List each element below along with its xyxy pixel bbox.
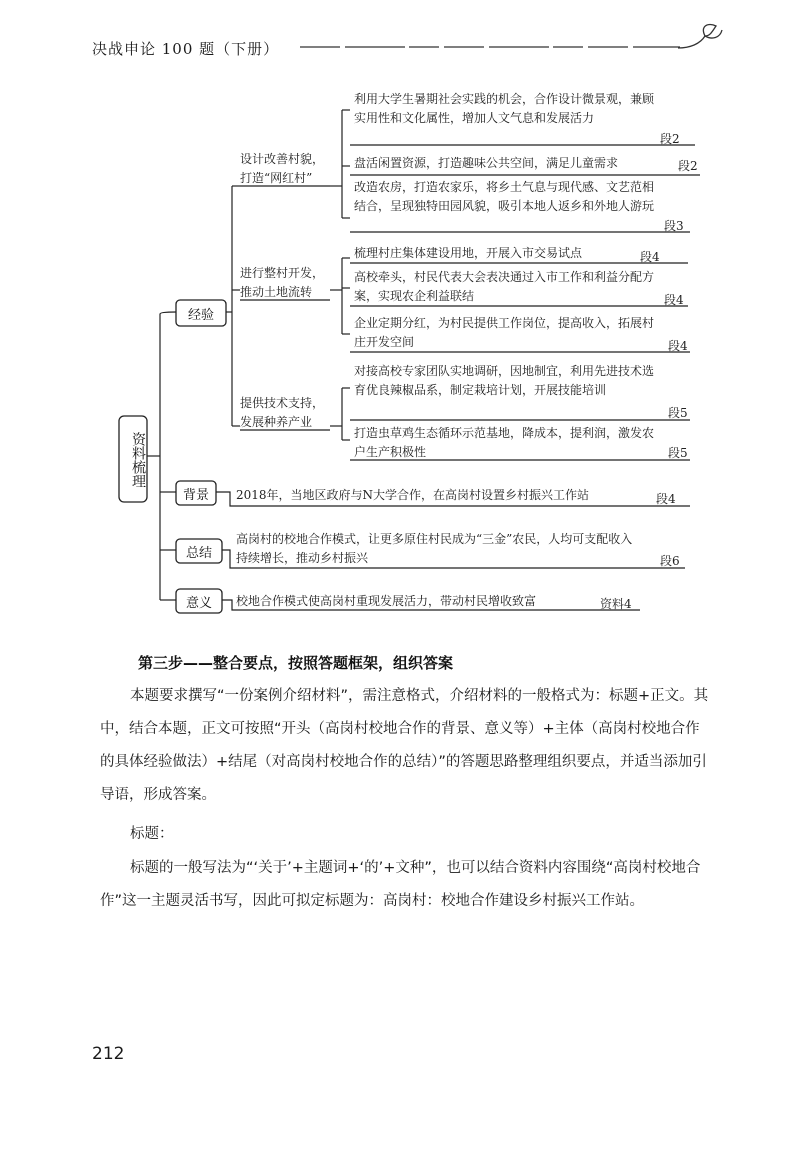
body-paragraph: 标题： <box>130 826 174 842</box>
meaning-text: 校地合作模式使高岗村重现发展活力，带动村民增收致富 <box>236 594 537 608</box>
mindmap-item: 盘活闲置资源，打造趣味公共空间，满足儿童需求 <box>354 156 619 170</box>
step-heading: 第三步——整合要点，按照答题框架，组织答案 <box>138 654 454 672</box>
mindmap-item: 改造农房，打造农家乐，将乡土气息与现代感、文艺范相结合，呈现独特田园风貌，吸引本地人返乡和外地人游玩 <box>354 180 655 213</box>
root-label: 资料梳理 <box>130 432 146 488</box>
item-ref: 段5 <box>668 406 688 420</box>
item-ref: 段4 <box>656 492 676 506</box>
branch-background: 背景 <box>182 488 209 503</box>
item-ref: 段4 <box>640 250 660 264</box>
sub-branch-label: 设计改善村貌，打造“网红村” <box>240 152 325 185</box>
background-text: 2018年，当地区政府与N大学合作，在高岗村设置乡村振兴工作站 <box>236 488 590 502</box>
mindmap-item: 高校牵头，村民代表大会表决通过入市工作和利益分配方案，实现农企利益联结 <box>354 270 655 303</box>
mindmap-root <box>119 420 147 500</box>
mindmap-item: 企业定期分红，为村民提供工作岗位，提高收入，拓展村庄开发空间 <box>354 316 655 349</box>
body-paragraph: 标题的一般写法为“‘关于’+主题词+‘的’+文种”，也可以结合资料内容围绕“高岗村校地合作”这一主题灵活书写，因此可拟定标题为：高岗村：校地合作建设乡村振兴工作站。 <box>100 860 701 909</box>
body-paragraph: 本题要求撰写“一份案例介绍材料”，需注意格式，介绍材料的一般格式为：标题+正文。其中，结合本题，正文可按照“开头（高岗村校地合作的背景、意义等）+主体（高岗村校地合作的具体经验做法）+结尾（对高岗村校地合作的总结）”的答题思路整理组织要点，并适当添加引导语，形成答案。 <box>100 688 709 803</box>
item-ref: 段4 <box>664 293 684 307</box>
item-ref: 段4 <box>668 339 688 353</box>
mindmap-item: 梳理村庄集体建设用地，开展入市交易试点 <box>354 246 583 260</box>
branch-experience: 经验 <box>187 308 214 323</box>
mindmap-item: 利用大学生暑期社会实践的机会，合作设计微景观，兼顾实用性和文化属性，增加人文气息和发展活力 <box>354 92 655 125</box>
sub-branch-label: 进行整村开发，推动土地流转 <box>240 266 325 299</box>
mindmap-item: 对接高校专家团队实地调研，因地制宜，利用先进技术选育优良辣椒品系，制定栽培计划，开展技能培训 <box>354 364 655 397</box>
item-ref: 段2 <box>678 159 698 173</box>
item-ref: 段3 <box>664 219 684 233</box>
summary-text: 高岗村的校地合作模式，让更多原住村民成为“三金”农民，人均可支配收入持续增长，推动乡村振兴 <box>236 532 633 565</box>
item-ref: 段2 <box>660 132 680 146</box>
branch-summary: 总结 <box>185 546 212 561</box>
mindmap-item: 打造虫草鸡生态循环示范基地，降成本，提利润，激发农户生产积极性 <box>354 426 655 459</box>
item-ref: 资料4 <box>600 597 632 611</box>
branch-meaning: 意义 <box>185 596 212 611</box>
sub-branch-label: 提供技术支持，发展种养产业 <box>240 396 325 429</box>
item-ref: 段5 <box>668 446 688 460</box>
item-ref: 段6 <box>660 554 680 568</box>
header-title: 决战申论 100 题（下册） <box>92 40 280 58</box>
page-number: 212 <box>92 1044 125 1064</box>
